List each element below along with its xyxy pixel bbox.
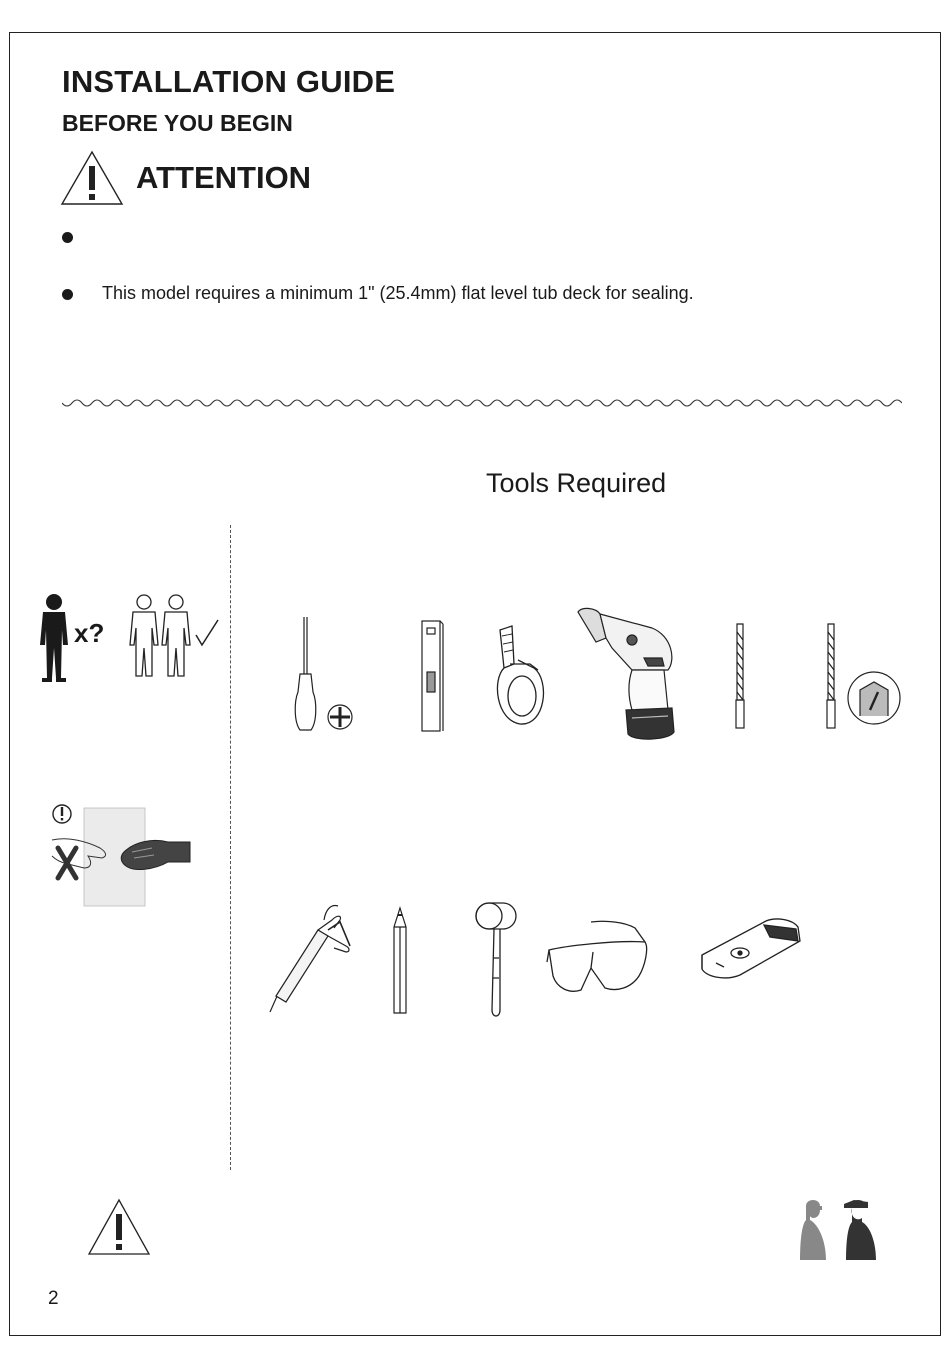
caulking-gun-icon [262, 900, 357, 1018]
mallet-icon [470, 898, 522, 1023]
professional-installer-icon [796, 1196, 880, 1266]
tools-required-heading: Tools Required [486, 468, 667, 498]
warning-triangle-icon [86, 1196, 152, 1258]
two-person-install-icon [36, 590, 226, 685]
page-number: 2 [48, 1288, 59, 1309]
dashed-divider [230, 525, 231, 1170]
warning-triangle-icon [60, 148, 130, 208]
stud-finder-icon [696, 915, 804, 987]
pencil-icon [388, 905, 412, 1017]
safety-glasses-icon [545, 918, 653, 1000]
spirit-level-icon [415, 618, 450, 736]
masonry-drill-bit-icon [728, 620, 752, 732]
cordless-drill-icon [572, 600, 684, 745]
note-text: This model requires a minimum 1" (25.4mm) flat level tub deck for sealing. [102, 283, 694, 303]
wavy-divider [62, 396, 902, 410]
persons-question-text: x? [74, 618, 105, 648]
attention-label: ATTENTION [136, 160, 312, 195]
tile-drill-bit-icon [818, 620, 906, 732]
bullet-marker [62, 232, 73, 243]
wear-gloves-icon [48, 800, 198, 910]
page-subtitle: BEFORE YOU BEGIN [62, 110, 293, 136]
screwdriver-icon [285, 612, 360, 737]
tape-measure-icon [490, 620, 552, 728]
page-title: INSTALLATION GUIDE [62, 64, 396, 99]
bullet-marker [62, 289, 73, 300]
